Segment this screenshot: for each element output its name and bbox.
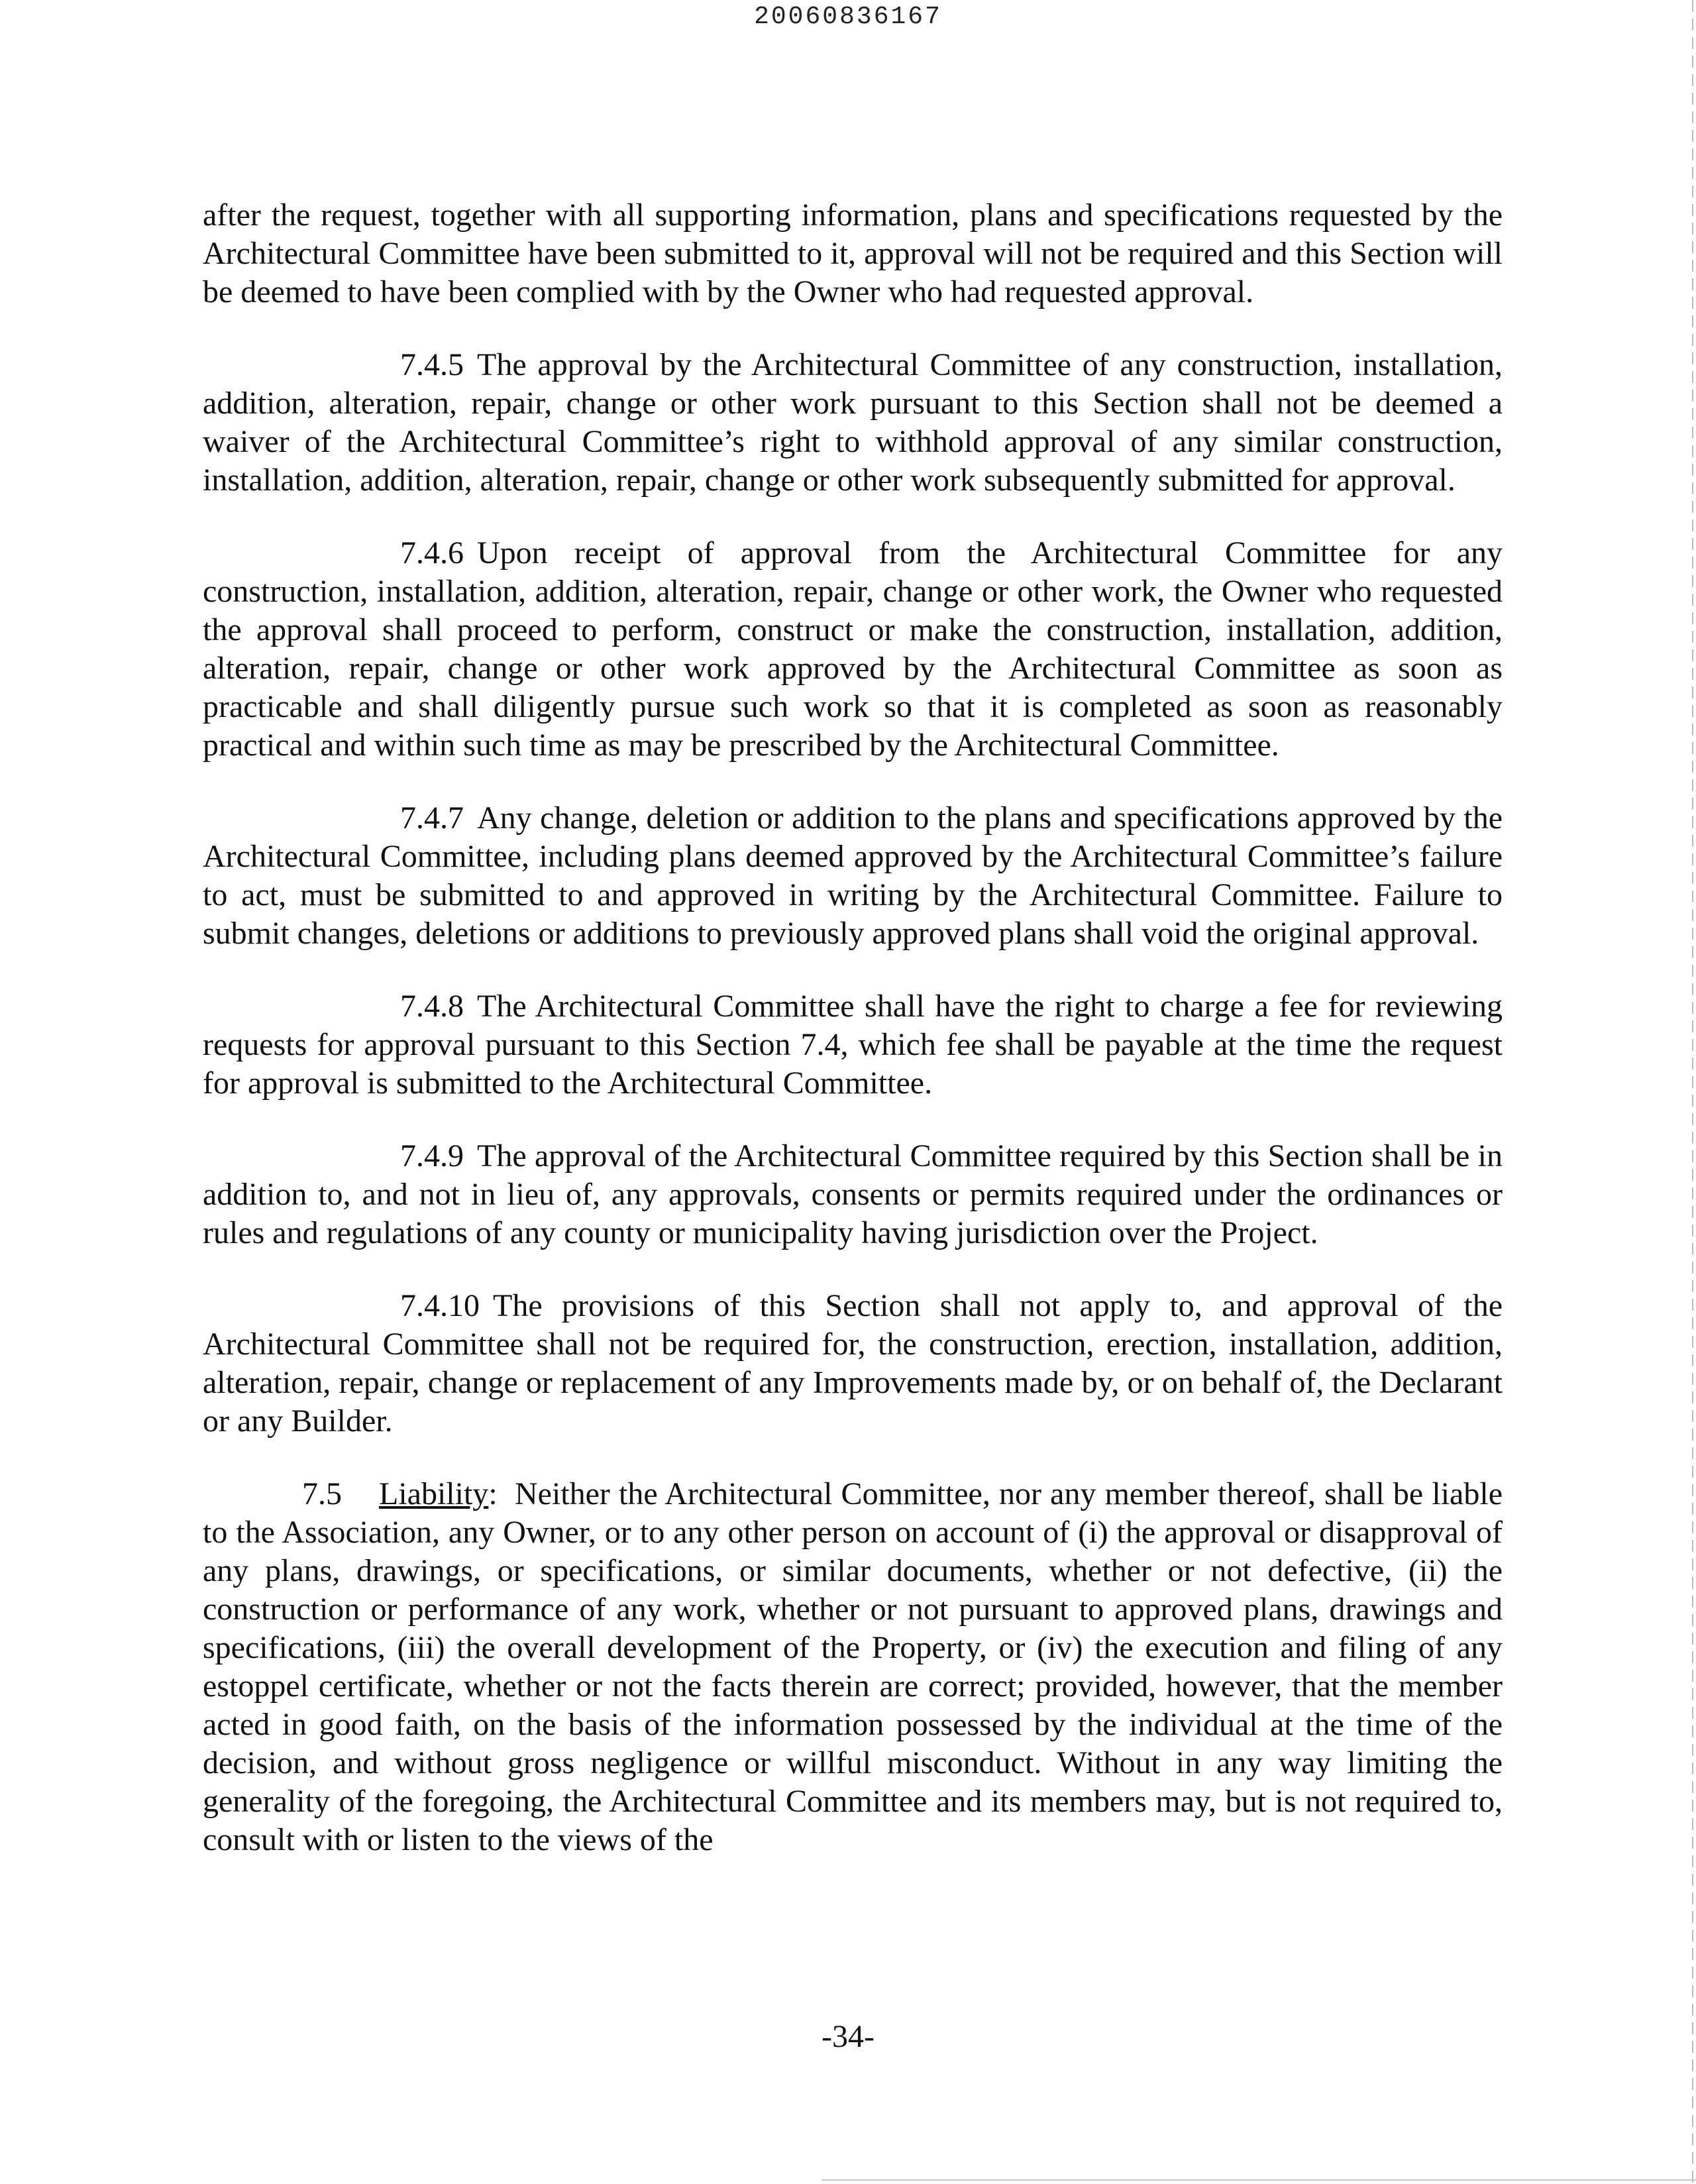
paragraph-7-4-5 [203,346,1503,500]
paragraph-text: Neither the Architectural Committee, nor any member thereof, shall be liable to the Association, any Owner, or to any other person on account of (i) the approval or disapproval of any plans, drawings, or specifications, or similar documents, whether or not defective, (ii) the construction or performance of any work, whether or not pursuant to approved plans, drawings and specifications, (iii) the overall development of the Property, or (iv) the execution and filing of any estoppel certificate, whether or not the facts therein are correct; provided, however, that the member acted in good faith, on the basis of the information possessed by the individual at the time of the decision, and without gross negligence or willful misconduct. Without in any way limiting the generality of the foregoing, the Architectural Committee and its members may, but is not required to, consult with or listen to the views of the [203,1476,1503,1857]
page-number: -34- [822,2019,874,2054]
paragraph-7-4-6 [203,534,1503,765]
paragraph-7-4-9 [203,1137,1503,1252]
paragraph-text: Upon receipt of approval from the Architectural Committee for any construction, installation, addition, alteration, repair, change or other work, the Owner who requested the approval shall proceed to perform, construct or make the construction, installation, addition, alteration, repair, change or other work approved by the Architectural Committee as soon as practicable and shall diligently pursue such work so that it is completed as soon as reasonably practical and within such time as may be prescribed by the Architectural Committee. [203,535,1503,763]
paragraph-7-5 [203,1475,1503,1859]
paragraph-7-4-7 [203,799,1503,953]
paragraph-text: Any change, deletion or addition to the plans and specifications approved by the Architectural Committee, including plans deemed approved by the Architectural Committee’s failure to act, must be submitted to and approved in writing by the Architectural Committee. Failure to submit changes, deletions or additions to previously approved plans shall void the original approval. [203,800,1503,951]
paragraph-text: The Architectural Committee shall have the right to charge a fee for reviewing requests for approval pursuant to this Section 7.4, which fee shall be payable at the time the request for approval is submitted to the Architectural Committee. [203,989,1503,1101]
paragraph-continuation: after the request, together with all supporting information, plans and specifications requested by the Architectural Committee have been submitted to it, approval will not be required and this Section will be deemed to have been complied with by the Owner who had requested approval. [203,197,1503,309]
heading-colon: : [488,1476,498,1511]
scan-edge-right [1692,0,1693,2184]
paragraph-text: The provisions of this Section shall not apply to, and approval of the Architectural Committee shall not be required for, the construction, erection, installation, addition, alteration, repair, change or replacement of any Improvements made by, or on behalf of, the Declarant or any Builder. [203,1288,1503,1439]
section-number: 7.4.8 [400,989,464,1024]
document-number: 20060836167 [754,3,942,31]
document-body [203,196,1503,1894]
paragraph-7-4-10 [203,1287,1503,1441]
scan-edge-bottom [822,2179,1696,2181]
section-number: 7.5 [302,1476,342,1511]
section-number: 7.4.6 [400,535,464,571]
paragraph-text: The approval by the Architectural Committee of any construction, installation, addition, alteration, repair, change or other work pursuant to this Section shall not be deemed a waiver of the Architectural Committee’s right to withhold approval of any similar construction, installation, addition, alteration, repair, change or other work subsequently submitted for approval. [203,347,1503,498]
section-number: 7.4.7 [400,800,464,836]
section-number: 7.4.10 [400,1288,480,1323]
section-number: 7.4.9 [400,1138,464,1174]
paragraph-text: The approval of the Architectural Committee required by this Section shall be in addition to, and not in lieu of, any approvals, consents or permits required under the ordinances or rules and regulations of any county or municipality having jurisdiction over the Project. [203,1138,1503,1250]
section-heading: Liability [379,1476,489,1511]
paragraph-7-4-8 [203,987,1503,1103]
section-number: 7.4.5 [400,347,464,382]
